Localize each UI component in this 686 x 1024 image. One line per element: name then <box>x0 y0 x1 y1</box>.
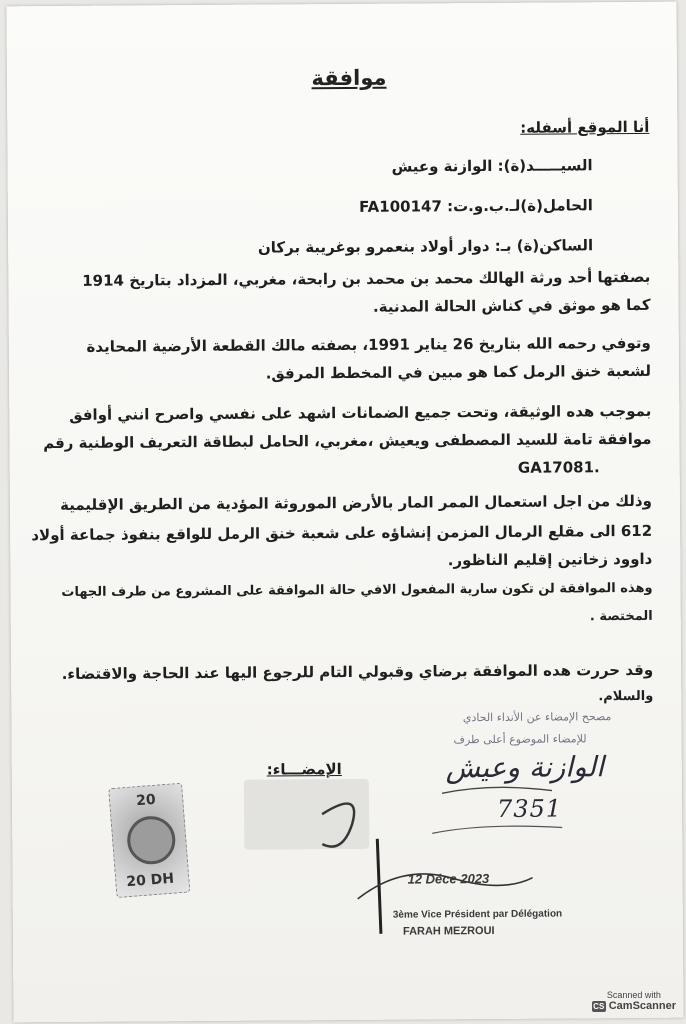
paragraph-purpose-line2: 612 الى مقلع الرمال المزمن إنشاؤه على شعبة خنق الرمل للواقع بنفوذ جماعة أولاد <box>31 521 653 545</box>
watermark-line1: Scanned with <box>606 990 661 1000</box>
official-name-stamp: FARAH MEZROUI <box>402 924 495 938</box>
paragraph-purpose-line3: داوود زخانين إقليم الناظور. <box>447 549 653 570</box>
paragraph-consent-line3: .GA17081 <box>517 458 600 477</box>
paragraph-closing: وقد حررت هده الموافقة برضاي وقبولي التام للرجوع اليها عند الحاجة والاقتضاء. <box>61 660 654 683</box>
watermark-brand: CamScanner <box>608 1000 676 1012</box>
handwritten-number: 7351 <box>496 794 563 823</box>
faded-stamp-block <box>244 779 369 850</box>
fiscal-stamp-value: 20 DH <box>125 870 175 891</box>
legalization-stamp-line2: للإمضاء الموضوع أعلى طرف <box>453 732 587 747</box>
handwritten-name: الوازنة وعيش <box>445 750 604 785</box>
scanned-document <box>6 2 683 1023</box>
paragraph-death-line2: لشعبة خنق الرمل كما هو مبين في المخطط المرفق. <box>265 361 652 383</box>
camscanner-logo-icon: CS <box>593 1001 605 1011</box>
signature-label: الإمضـــاء: <box>266 760 342 779</box>
paragraph-consent-line1: بموجب هده الوثيقة، وتحت جميع الضمانات اشهد على نفسي واصرح انني أوافق <box>69 401 652 424</box>
field-residence: الساكن(ة) بـ: دوار أولاد بنعمرو بوغريبة بركان <box>257 236 594 257</box>
paragraph-validity-line1: وهذه الموافقة لن تكون سارية المفعول الافي حالة الموافقة على المشروع من طرف الجهات <box>61 580 653 600</box>
paragraph-heir-line1: بصفتها أحد ورثة الهالك محمد بن محمد بن رابحة، مغربي، المزداد بتاريخ 1914 <box>82 267 651 290</box>
field-name: السيـــــد(ة): الوازنة وعيش <box>391 156 593 176</box>
document-title: موافقة <box>311 65 387 91</box>
camscanner-watermark <box>592 990 676 1012</box>
paragraph-purpose-line1: وذلك من اجل استعمال الممر المار بالأرض الموروثة المؤدية من الطريق الإقليمية <box>60 491 652 514</box>
date-stamp: 12 Déce 2023 <box>407 871 490 887</box>
paragraph-heir-line2: كما هو موثق في كناش الحالة المدنية. <box>372 295 651 316</box>
legalization-stamp-line1: مصحح الإمضاء عن الأنداء الحادي <box>462 710 612 725</box>
undersigned-heading: أنا الموقع أسفله: <box>520 117 650 137</box>
fiscal-stamp-value-top: 20 <box>135 791 157 810</box>
fiscal-stamp <box>108 783 190 898</box>
paragraph-consent-line2: موافقة تامة للسيد المصطفى ويعيش ،مغربي، الحامل لبطاقة التعريف الوطنية رقم <box>43 429 652 453</box>
official-title-stamp: 3ème Vice Président par Délégation <box>392 908 563 921</box>
paragraph-validity-line2: المختصة . <box>589 608 653 625</box>
field-id-number: الحامل(ة)لـ.ب.و.ت: FA100147 <box>359 196 593 216</box>
paragraph-death-line1: وتوفي رحمه الله بتاريخ 26 يناير 1991، بصفته مالك القطعة الأرضية المحايدة <box>86 333 651 356</box>
paragraph-salutation: والسلام. <box>598 688 654 705</box>
coat-of-arms-icon <box>126 814 178 866</box>
